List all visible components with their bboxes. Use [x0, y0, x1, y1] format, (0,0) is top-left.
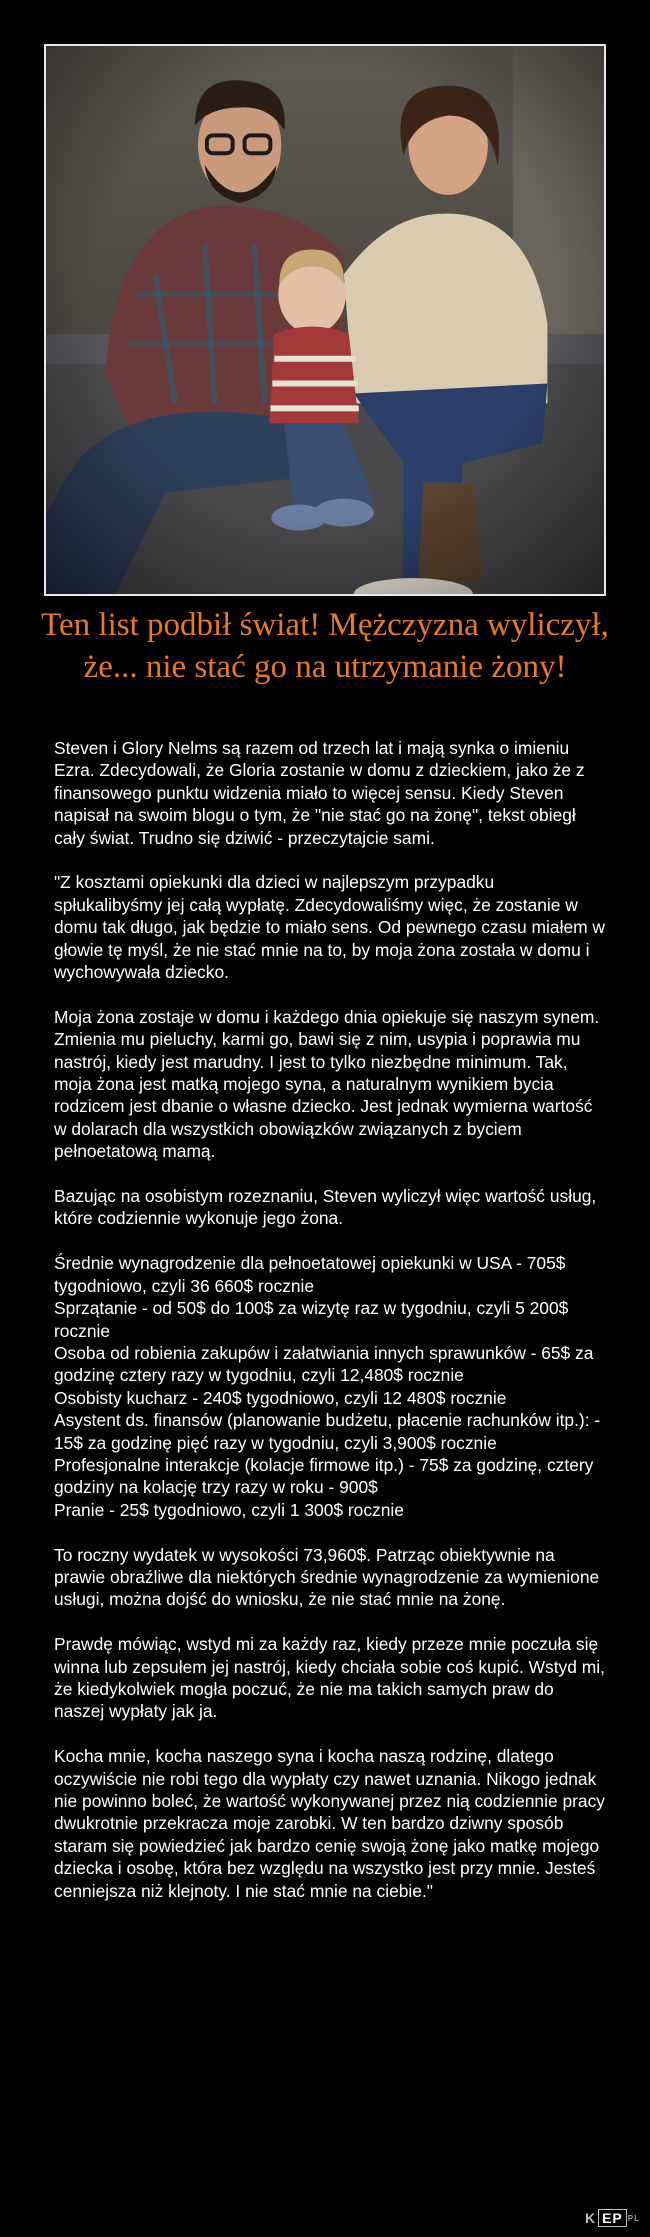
- article-line: Prawdę mówiąc, wstyd mi za każdy raz, kiedy przeze mnie poczuła się winna lub zepsułem jej nastrój, kiedy chciała sobie coś kupić. Wstyd mi, że kiedykolwiek mogła poczuć, że nie ma takich samych praw do naszej wypłaty jak ja.: [54, 1634, 605, 1722]
- article-line: "Z kosztami opiekunki dla dzieci w najlepszym przypadku spłukalibyśmy jej całą wypłatę. Zdecydowaliśmy więc, że zostanie w domu tak długo, jak będzie to miało sens. Od pewnego czasu miałem w głowie tę myśl, że nie stać mnie na to, by moja żona została w domu i wychowywała dziecko.: [54, 872, 605, 983]
- article-line: Moja żona zostaje w domu i każdego dnia opiekuje się naszym synem. Zmienia mu pieluchy, karmi go, bawi się z nim, usypia i poprawia mu nastrój, kiedy jest marudny. I jest to tylko niezbędne minimum. Tak, moja żona jest matką mojego syna, a naturalnym wynikiem bycia rodzicem jest dbanie o własne dziecko. Jest jednak wymierna wartość w dolarach dla wszystkich obowiązków związanych z byciem pełnoetatową mamą.: [54, 1006, 600, 1162]
- article-paragraph: [54, 1633, 606, 1723]
- article-paragraph: [54, 737, 606, 849]
- article-paragraph: [54, 1745, 606, 1902]
- article-paragraph: [54, 1006, 606, 1163]
- article-paragraph: [54, 871, 606, 983]
- article-line: Bazując na osobistym rozeznaniu, Steven wyliczył więc wartość usług, które codziennie wykonuje jego żona.: [54, 1186, 597, 1229]
- article-paragraph: [54, 1544, 606, 1611]
- family-photo-illustration: [46, 46, 604, 594]
- cost-item-cook: Osobisty kucharz - 240$ tygodniowo, czyli 12 480$ rocznie: [54, 1387, 507, 1408]
- cost-item-laundry: Pranie - 25$ tygodniowo, czyli 1 300$ rocznie: [54, 1499, 404, 1520]
- article-line: To roczny wydatek w wysokości 73,960$. Patrząc obiektywnie na prawie obraźliwe dla niektórych średnie wynagrodzenie za wymienione usługi, można dojść do wniosku, że nie stać mnie na żonę.: [54, 1544, 600, 1610]
- site-logo: [582, 2208, 640, 2228]
- cost-item-finance: Asystent ds. finansów (planowanie budżetu, płacenie rachunków itp.): - 15$ za godzinę pięć razy w tygodniu, czyli 3,900$ rocznie: [54, 1410, 601, 1453]
- cost-list: [54, 1252, 606, 1521]
- article-body: [54, 737, 606, 1902]
- logo-letter: K: [584, 2210, 597, 2226]
- cost-item-interactions: Profesjonalne interakcje (kolacje firmowe itp.) - 75$ za godzinę, cztery godziny na kolację trzy razy w roku - 900$: [54, 1454, 594, 1498]
- article-line: Kocha mnie, kocha naszego syna i kocha naszą rodzinę, dlatego oczywiście nie robi tego dla wypłaty czy nawet uznania. Nikogo jednak nie powinno boleć, że wartość wykonywanej przez nią codziennie pracy dwukrotnie przekracza moje zarobki. W ten bardzo dziwny sposób staram się powiedzieć jak bardzo cenię swoją żonę jako matkę mojego dziecka i osobę, która bez względu na wszystko jest przy mnie. Jesteś cenniejsza niż klejnoty. I nie stać mnie na ciebie.": [54, 1746, 605, 1901]
- cost-item-nanny: Średnie wynagrodzenie dla pełnoetatowej opiekunki w USA - 705$ tygodniowo, czyli 36 660$ rocznie: [54, 1253, 566, 1296]
- article-paragraph: [54, 1185, 606, 1230]
- article-line: Steven i Glory Nelms są razem od trzech lat i mają synka o imieniu Ezra. Zdecydowali, że Gloria zostanie w domu z dzieckiem, jako że z finansowego punktu widzenia miało to więcej sensu. Kiedy Steven napisał na swoim blogu o tym, że "nie stać go na żonę", tekst obiegł cały świat. Trudno się dziwić - przeczytajcie sami.: [54, 738, 585, 848]
- headline: Ten list podbił świat! Mężczyzna wyliczył, że... nie stać go na utrzymanie żony!: [41, 607, 609, 685]
- cost-item-cleaning: Sprzątanie - od 50$ do 100$ za wizytę raz w tygodniu, czyli 5 200$ rocznie: [54, 1298, 569, 1341]
- logo-suffix: PL: [627, 2213, 640, 2223]
- logo-box: EP: [598, 2209, 627, 2227]
- article-photo: [44, 44, 606, 596]
- cost-item-errands: Osoba od robienia zakupów i załatwiania innych sprawunków - 65$ za godzinę cztery razy w tygodniu, czyli 12,480$ rocznie: [54, 1342, 594, 1386]
